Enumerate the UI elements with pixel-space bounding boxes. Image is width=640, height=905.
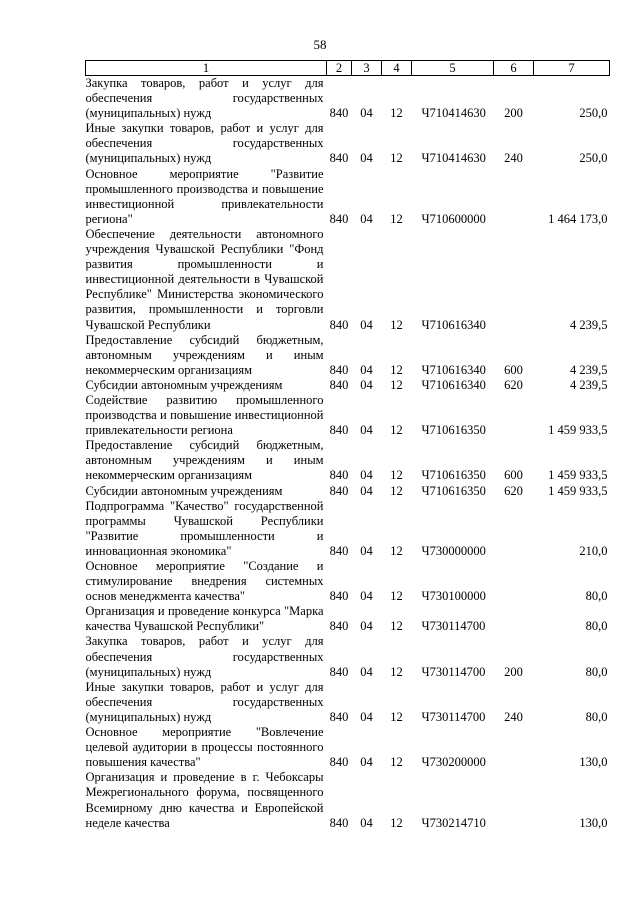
section-code-cell: 04 bbox=[360, 664, 373, 679]
chapter-code-cell: 840 bbox=[329, 106, 349, 121]
amount-cell: 250,0 bbox=[579, 151, 608, 166]
section-code-cell: 04 bbox=[360, 755, 373, 770]
expense-type-cell: 240 bbox=[504, 709, 523, 724]
chapter-code-cell: 840 bbox=[329, 377, 349, 392]
subsection-code-cell: 12 bbox=[390, 709, 403, 724]
section-code-cell: 04 bbox=[360, 815, 373, 830]
row-name-cell: Закупка товаров, работ и услуг для обеспечения государственных (муниципальных) нужд bbox=[85, 76, 324, 121]
expense-type-cell bbox=[494, 227, 534, 333]
target-article-cell: Ч710616350 bbox=[421, 423, 486, 438]
expense-type-cell bbox=[494, 559, 534, 604]
table-row bbox=[86, 393, 610, 438]
amount-cell: 1 464 173,0 bbox=[548, 211, 608, 226]
section-code-cell: 04 bbox=[360, 211, 373, 226]
table-row bbox=[86, 333, 610, 378]
amount-cell: 80,0 bbox=[585, 664, 608, 679]
page-number: 58 bbox=[313, 37, 327, 52]
subsection-code-cell: 12 bbox=[390, 815, 403, 830]
chapter-code-cell: 840 bbox=[329, 317, 349, 332]
row-name-cell: Основное мероприятие "Развитие промышленного производства и повышение инвестиционной привлекательности региона" bbox=[85, 166, 324, 226]
subsection-code-cell: 12 bbox=[390, 377, 403, 392]
table-row bbox=[86, 227, 610, 333]
target-article-cell: Ч730114700 bbox=[421, 619, 486, 634]
expense-type-cell bbox=[494, 770, 534, 830]
expense-type-cell bbox=[494, 604, 534, 634]
target-article-cell: Ч710616340 bbox=[421, 317, 486, 332]
chapter-code-cell: 840 bbox=[329, 589, 349, 604]
column-header: 5 bbox=[412, 61, 494, 76]
table-row bbox=[86, 680, 610, 725]
target-article-cell: Ч730200000 bbox=[421, 755, 486, 770]
table-row bbox=[86, 725, 610, 770]
section-code-cell: 04 bbox=[360, 317, 373, 332]
target-article-cell: Ч710616340 bbox=[421, 377, 486, 392]
row-name-cell: Предоставление субсидий бюджетным, автономным учреждениям и иным некоммерческим организациям bbox=[85, 438, 324, 483]
table-row bbox=[86, 634, 610, 679]
expense-type-cell: 600 bbox=[504, 468, 523, 483]
row-name-cell: Организация и проведение в г. Чебоксары Межрегионального форума, посвященного Всемирному дню качества и Европейской неделе качества bbox=[85, 770, 324, 830]
amount-cell: 130,0 bbox=[579, 755, 608, 770]
row-name-cell: Основное мероприятие "Создание и стимулирование внедрения системных основ менеджмента качества" bbox=[85, 559, 324, 604]
subsection-code-cell: 12 bbox=[390, 589, 403, 604]
column-header: 6 bbox=[494, 61, 534, 76]
amount-cell: 4 239,5 bbox=[570, 317, 608, 332]
subsection-code-cell: 12 bbox=[390, 468, 403, 483]
chapter-code-cell: 840 bbox=[329, 815, 349, 830]
section-code-cell: 04 bbox=[360, 619, 373, 634]
chapter-code-cell: 840 bbox=[329, 468, 349, 483]
subsection-code-cell: 12 bbox=[390, 317, 403, 332]
amount-cell: 4 239,5 bbox=[570, 362, 608, 377]
target-article-cell: Ч710616350 bbox=[421, 468, 486, 483]
amount-cell: 1 459 933,5 bbox=[548, 468, 608, 483]
table-row bbox=[86, 438, 610, 483]
table-row bbox=[86, 484, 610, 499]
expense-type-cell bbox=[494, 393, 534, 438]
table-row bbox=[86, 499, 610, 559]
table-row bbox=[86, 604, 610, 634]
column-header: 1 bbox=[86, 61, 327, 76]
expense-type-cell: 620 bbox=[504, 377, 523, 392]
row-name-cell: Иные закупки товаров, работ и услуг для обеспечения государственных (муниципальных) нужд bbox=[85, 679, 324, 724]
amount-cell: 80,0 bbox=[585, 709, 608, 724]
section-code-cell: 04 bbox=[360, 589, 373, 604]
amount-cell: 130,0 bbox=[579, 815, 608, 830]
table-row bbox=[86, 770, 610, 830]
expense-type-cell: 200 bbox=[504, 106, 523, 121]
target-article-cell: Ч710414630 bbox=[421, 151, 486, 166]
target-article-cell: Ч730114700 bbox=[421, 664, 486, 679]
row-name-cell: Основное мероприятие "Вовлечение целевой аудитории в процессы постоянного повышения качества" bbox=[85, 725, 324, 770]
subsection-code-cell: 12 bbox=[390, 664, 403, 679]
section-code-cell: 04 bbox=[360, 483, 373, 498]
row-name-cell: Обеспечение деятельности автономного учреждения Чувашской Республики "Фонд развития промышленности и инвестиционной деятельности в Чувашской Республике" Министерства экономического развития, промышленности и торговли Чувашской Республики bbox=[85, 226, 324, 332]
amount-cell: 1 459 933,5 bbox=[548, 483, 608, 498]
chapter-code-cell: 840 bbox=[329, 423, 349, 438]
expense-type-cell: 240 bbox=[504, 151, 523, 166]
row-name-cell: Содействие развитию промышленного производства и повышение инвестиционной привлекательности региона bbox=[85, 392, 324, 438]
column-number-header-row bbox=[86, 61, 610, 76]
column-header: 3 bbox=[352, 61, 382, 76]
section-code-cell: 04 bbox=[360, 543, 373, 558]
subsection-code-cell: 12 bbox=[390, 151, 403, 166]
column-header: 4 bbox=[382, 61, 412, 76]
section-code-cell: 04 bbox=[360, 709, 373, 724]
expense-type-cell: 600 bbox=[504, 362, 523, 377]
row-name-cell: Организация и проведение конкурса "Марка качества Чувашской Республики" bbox=[85, 604, 324, 634]
expense-type-cell bbox=[494, 499, 534, 559]
subsection-code-cell: 12 bbox=[390, 106, 403, 121]
column-header: 7 bbox=[534, 61, 610, 76]
subsection-code-cell: 12 bbox=[390, 543, 403, 558]
section-code-cell: 04 bbox=[360, 362, 373, 377]
amount-cell: 80,0 bbox=[585, 589, 608, 604]
table-row bbox=[86, 121, 610, 166]
chapter-code-cell: 840 bbox=[329, 755, 349, 770]
subsection-code-cell: 12 bbox=[390, 755, 403, 770]
subsection-code-cell: 12 bbox=[390, 211, 403, 226]
target-article-cell: Ч710616350 bbox=[421, 483, 486, 498]
row-name-cell: Предоставление субсидий бюджетным, автономным учреждениям и иным некоммерческим организациям bbox=[85, 332, 324, 377]
table-row bbox=[86, 378, 610, 393]
target-article-cell: Ч730100000 bbox=[421, 589, 486, 604]
target-article-cell: Ч730214710 bbox=[421, 815, 486, 830]
expense-type-cell bbox=[494, 725, 534, 770]
expense-type-cell: 620 bbox=[504, 483, 523, 498]
target-article-cell: Ч710600000 bbox=[421, 211, 486, 226]
section-code-cell: 04 bbox=[360, 151, 373, 166]
amount-cell: 4 239,5 bbox=[570, 377, 608, 392]
row-name-cell: Иные закупки товаров, работ и услуг для обеспечения государственных (муниципальных) нужд bbox=[85, 121, 324, 166]
table-row bbox=[86, 167, 610, 227]
budget-table bbox=[85, 60, 610, 831]
chapter-code-cell: 840 bbox=[329, 483, 349, 498]
chapter-code-cell: 840 bbox=[329, 664, 349, 679]
chapter-code-cell: 840 bbox=[329, 619, 349, 634]
target-article-cell: Ч730000000 bbox=[421, 543, 486, 558]
section-code-cell: 04 bbox=[360, 468, 373, 483]
row-name-cell: Субсидии автономным учреждениям bbox=[85, 377, 283, 392]
table-row bbox=[86, 559, 610, 604]
amount-cell: 210,0 bbox=[579, 543, 608, 558]
section-code-cell: 04 bbox=[360, 423, 373, 438]
chapter-code-cell: 840 bbox=[329, 211, 349, 226]
section-code-cell: 04 bbox=[360, 106, 373, 121]
row-name-cell: Закупка товаров, работ и услуг для обеспечения государственных (муниципальных) нужд bbox=[85, 634, 324, 679]
chapter-code-cell: 840 bbox=[329, 362, 349, 377]
target-article-cell: Ч710414630 bbox=[421, 106, 486, 121]
expense-type-cell bbox=[494, 167, 534, 227]
chapter-code-cell: 840 bbox=[329, 543, 349, 558]
subsection-code-cell: 12 bbox=[390, 483, 403, 498]
row-name-cell: Подпрограмма "Качество" государственной программы Чувашской Республики "Развитие промышленности и инновационная экономика" bbox=[85, 498, 324, 558]
subsection-code-cell: 12 bbox=[390, 619, 403, 634]
target-article-cell: Ч710616340 bbox=[421, 362, 486, 377]
chapter-code-cell: 840 bbox=[329, 151, 349, 166]
row-name-cell: Субсидии автономным учреждениям bbox=[85, 483, 283, 498]
table-row bbox=[86, 76, 610, 122]
subsection-code-cell: 12 bbox=[390, 423, 403, 438]
amount-cell: 250,0 bbox=[579, 106, 608, 121]
subsection-code-cell: 12 bbox=[390, 362, 403, 377]
target-article-cell: Ч730114700 bbox=[421, 709, 486, 724]
amount-cell: 1 459 933,5 bbox=[548, 423, 608, 438]
chapter-code-cell: 840 bbox=[329, 709, 349, 724]
section-code-cell: 04 bbox=[360, 377, 373, 392]
amount-cell: 80,0 bbox=[585, 619, 608, 634]
column-header: 2 bbox=[327, 61, 352, 76]
expense-type-cell: 200 bbox=[504, 664, 523, 679]
